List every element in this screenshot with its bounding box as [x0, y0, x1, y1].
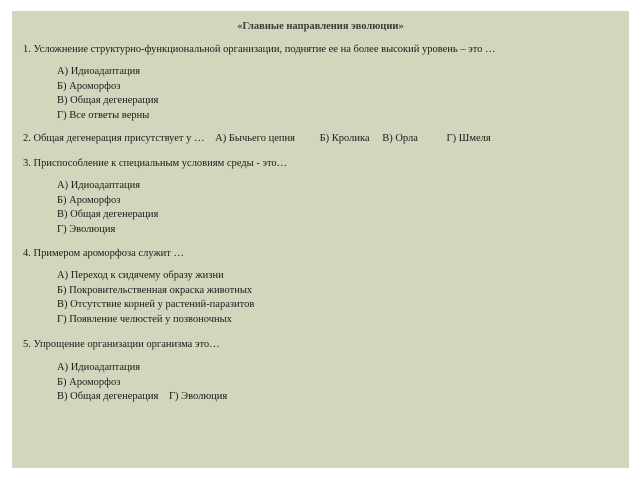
question-4-option-c: В) Отсутствие корней у растений-паразитов [57, 299, 255, 311]
question-2-text: 2. Общая дегенерация присутствует у … [23, 133, 205, 144]
question-5-option-cd-line [57, 390, 227, 405]
question-2-line [23, 133, 491, 144]
question-5-option-d: Г) Эволюция [168, 391, 228, 403]
question-1-option-a: А) Идиоадаптация [57, 66, 141, 77]
question-5-options [57, 361, 227, 405]
question-4-options [57, 269, 254, 327]
question-1-options [57, 65, 158, 123]
question-5-option-b: Б) Ароморфоз [57, 376, 121, 388]
question-2-option-d: Г) Шмеля [446, 133, 491, 144]
question-4-option-d: Г) Появление челюстей у позвоночных [57, 313, 232, 325]
question-4-option-a: А) Переход к сидячему образу жизни [57, 270, 224, 281]
question-1-option-d: Г) Все ответы верны [57, 109, 150, 121]
question-4-option-b: Б) Покровительственная окраска животных [57, 284, 253, 296]
question-3-text: 3. Приспособление к специальным условиям среды - это… [23, 158, 288, 169]
question-3-options [57, 179, 158, 237]
question-2-option-c: В) Орла [382, 133, 418, 144]
question-2-option-a: А) Бычьего цепня [215, 133, 295, 144]
question-4-text: 4. Примером ароморфоза служит … [23, 248, 185, 259]
question-1-option-b: Б) Ароморфоз [57, 80, 121, 92]
question-1-text: 1. Усложнение структурно-функциональной организации, поднятие ее на более высокий уровень – это … [23, 44, 496, 55]
question-2-option-b: Б) Кролика [319, 133, 370, 144]
question-3-option-a: А) Идиоадаптация [57, 180, 141, 191]
question-3-option-b: Б) Ароморфоз [57, 194, 121, 206]
slide [12, 11, 629, 468]
question-3-option-c: В) Общая дегенерация [57, 209, 159, 221]
slide-title: «Главные направления эволюции» [237, 21, 404, 32]
question-1-option-c: В) Общая дегенерация [57, 95, 159, 107]
question-5-option-c: В) Общая дегенерация [57, 391, 159, 403]
question-3-option-d: Г) Эволюция [57, 223, 116, 235]
question-5-option-a: А) Идиоадаптация [57, 362, 141, 373]
question-5-text: 5. Упрощение организации организма это… [23, 339, 220, 350]
